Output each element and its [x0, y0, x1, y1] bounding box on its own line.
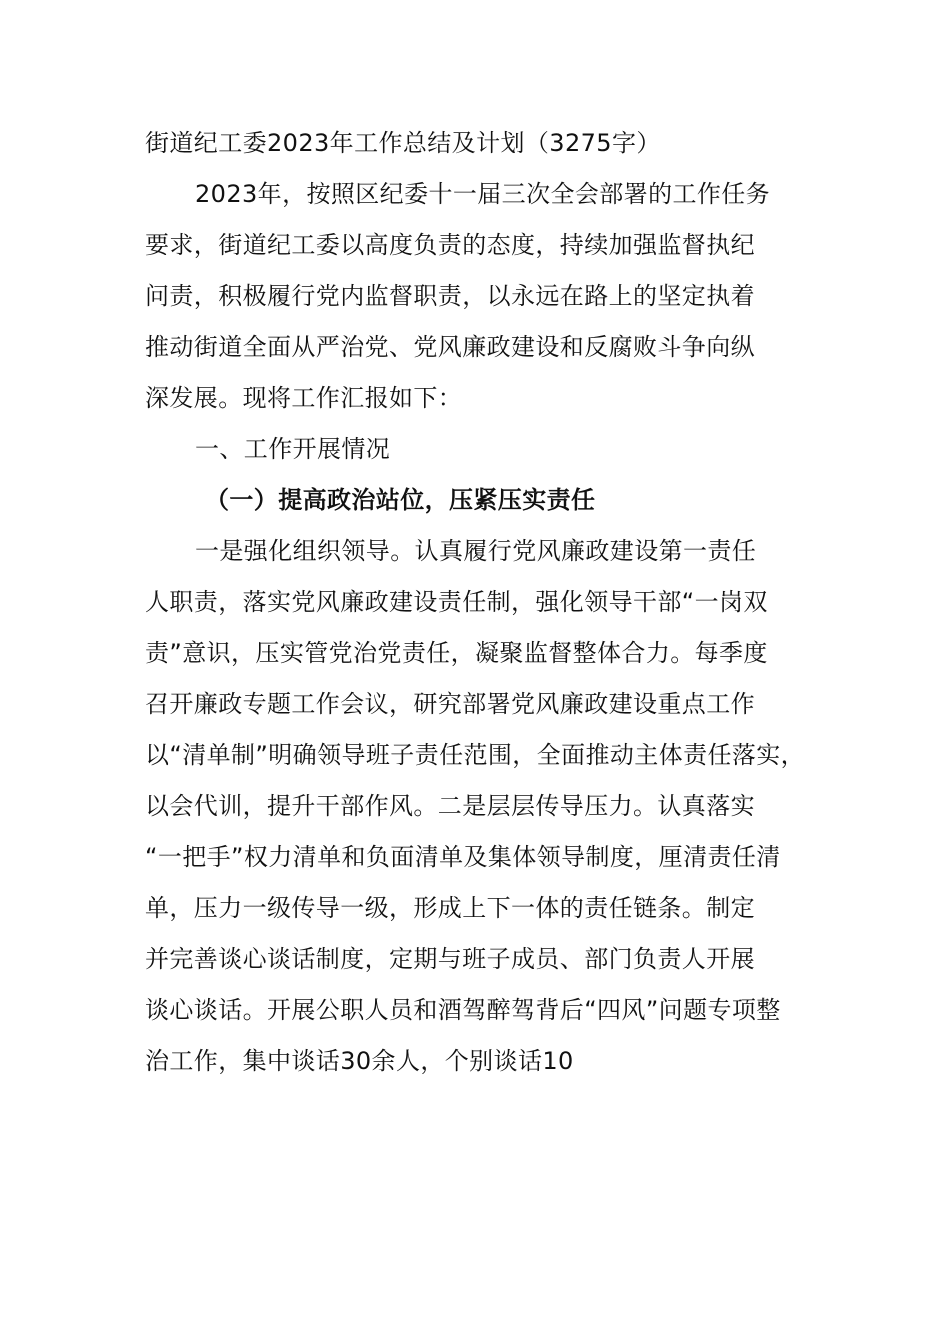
- paragraph-line: 单，压力一级传导一级，形成上下一体的责任链条。制定: [145, 894, 755, 922]
- paragraph-line: 问责，积极履行党内监督职责，以永远在路上的坚定执着: [145, 282, 755, 310]
- document-title: 街道纪工委2023年工作总结及计划（3275字）: [145, 129, 661, 157]
- paragraph-line: 推动街道全面从严治党、党风廉政建设和反腐败斗争向纵: [145, 333, 755, 361]
- paragraph-line: 并完善谈心谈话制度，定期与班子成员、部门负责人开展: [145, 945, 755, 973]
- paragraph-line: 2023年，按照区纪委十一届三次全会部署的工作任务: [195, 180, 771, 208]
- paragraph-line: 谈心谈话。开展公职人员和酒驾醉驾背后“四风”问题专项整: [145, 996, 781, 1024]
- paragraph-line: 召开廉政专题工作会议，研究部署党风廉政建设重点工作: [145, 690, 755, 718]
- paragraph-line: 以会代训，提升干部作风。二是层层传导压力。认真落实: [145, 792, 755, 820]
- paragraph-line: 深发展。现将工作汇报如下：: [145, 384, 463, 412]
- document-page: [145, 118, 835, 1087]
- section-heading: 一、工作开展情况: [195, 435, 391, 463]
- paragraph-line: 一是强化组织领导。认真履行党风廉政建设第一责任: [195, 537, 757, 565]
- paragraph-line: 人职责，落实党风廉政建设责任制，强化领导干部“一岗双: [145, 588, 768, 616]
- paragraph-line: 要求，街道纪工委以高度负责的态度，持续加强监督执纪: [145, 231, 755, 259]
- paragraph-line: 责”意识，压实管党治党责任，凝聚监督整体合力。每季度: [145, 639, 768, 667]
- paragraph-line: 以“清单制”明确领导班子责任范围，全面推动主体责任落实，: [145, 741, 806, 769]
- subsection-heading: （一）提高政治站位，压紧压实责任: [205, 486, 596, 514]
- paragraph-line: 治工作，集中谈话30余人，个别谈话10: [145, 1047, 574, 1075]
- paragraph-line: “一把手”权力清单和负面清单及集体领导制度，厘清责任清: [145, 843, 781, 871]
